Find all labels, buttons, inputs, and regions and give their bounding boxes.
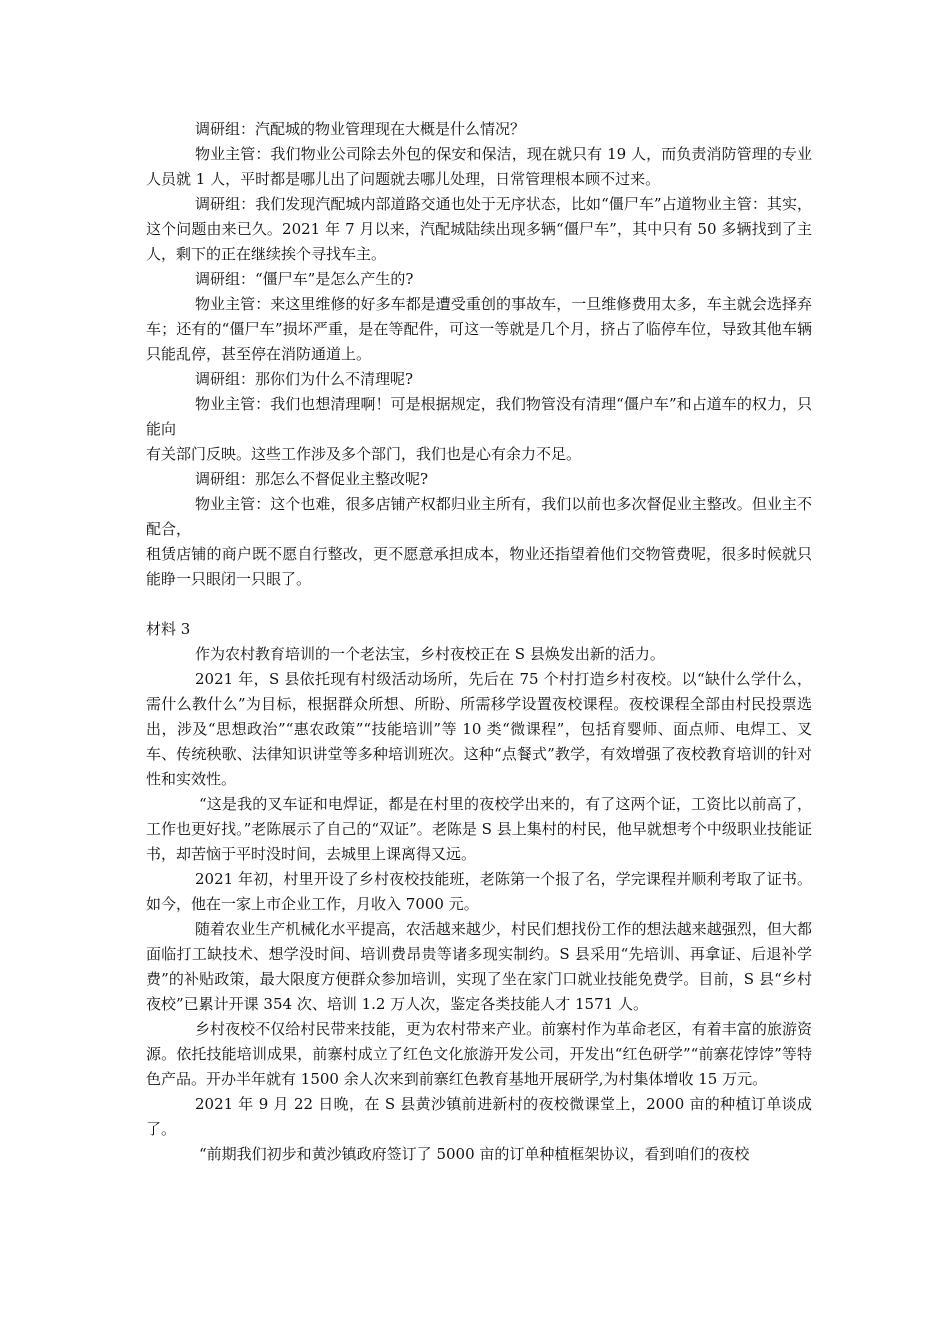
paragraph: 调研组：那你们为什么不清理呢? <box>195 370 414 388</box>
paragraph: 2021 年初，村里开设了乡村夜校技能班，老陈第一个报了名，学完课程并顺利考取了证书。如今，他在一家上市企业工作，月收入 7000 元。 <box>146 870 812 913</box>
paragraph: 物业主管：我们物业公司除去外包的保安和保洁，现在就只有 19 人，而负责消防管理的专业人员就 1 人，平时都是哪儿出了问题就去哪儿处理，日常管理根本顾不过来。 <box>146 145 812 188</box>
paragraph: 调研组：“僵尸车”是怎么产生的? <box>195 270 414 288</box>
paragraph: 物业主管：这个也难，很多店铺产权都归业主所有，我们以前也多次督促业主整改。但业主不配合， <box>146 495 812 538</box>
material-title: 材料 3 <box>146 620 191 638</box>
paragraph: “前期我们初步和黄沙镇政府签订了 5000 亩的订单种植框架协议，看到咱们的夜校 <box>199 1145 750 1163</box>
paragraph: 调研组：那怎么不督促业主整改呢? <box>195 470 429 488</box>
paragraph: “这是我的叉车证和电焊证，都是在村里的夜校学出来的，有了这两个证，工资比以前高了，工作也更好找。”老陈展示了自己的“双证”。老陈是 S 县上集村的村民，他早就想考个中级职业技能证书，却苦恼于平时没时间，去城里上课离得又远。 <box>146 795 812 863</box>
document-page <box>146 117 812 1167</box>
paragraph: 随着农业生产机械化水平提高，农活越来越少，村民们想找份工作的想法越来越强烈，但大都面临打工缺技术、想学没时间、培训费昂贵等诸多现实制约。S 县采用“先培训、再拿证、后退补学费”的补贴政策，最大限度方便群众参加培训，实现了坐在家门口就业技能免费学。目前，S 县“乡村夜校”已累计开课 354 次、培训 1.2 万人次，鉴定各类技能人才 1571 人。 <box>146 920 812 1013</box>
paragraph: 乡村夜校不仅给村民带来技能，更为农村带来产业。前寨村作为革命老区，有着丰富的旅游资源。依托技能培训成果，前寨村成立了红色文化旅游开发公司，开发出“红色研学”“前寨花饽饽”等特色产品。开办半年就有 1500 余人次来到前寨红色教育基地开展研学,为村集体增收 15 万元。 <box>146 1020 812 1088</box>
paragraph: 物业主管：来这里维修的好多车都是遭受重创的事故车，一旦维修费用太多，车主就会选择弃车；还有的“僵尸车”损坏严重，是在等配件，可这一等就是几个月，挤占了临停车位，导致其他车辆只能乱停，甚至停在消防通道上。 <box>146 295 812 363</box>
paragraph: 物业主管：我们也想清理啊！可是根据规定，我们物管没有清理“僵户车”和占道车的权力，只能向 <box>146 395 812 438</box>
paragraph: 有关部门反映。这些工作涉及多个部门，我们也是心有余力不足。 <box>146 445 582 463</box>
paragraph: 调研组：我们发现汽配城内部道路交通也处于无序状态，比如“僵尸车”占道物业主管：其实，这个问题由来已久。2021 年 7 月以来，汽配城陆续出现多辆“僵尸车”，其中只有 50 多辆找到了主人，剩下的正在继续挨个寻找车主。 <box>146 195 812 263</box>
paragraph: 作为农村教育培训的一个老法宝，乡村夜校正在 S 县焕发出新的活力。 <box>195 645 665 663</box>
paragraph: 2021 年 9 月 22 日晚，在 S 县黄沙镇前进新村的夜校微课堂上，2000 亩的种植订单谈成了。 <box>146 1095 812 1138</box>
paragraph: 调研组：汽配城的物业管理现在大概是什么情况？ <box>195 120 526 138</box>
paragraph-gap <box>146 592 812 617</box>
paragraph: 租赁店铺的商户既不愿自行整改，更不愿意承担成本，物业还指望着他们交物管费呢，很多时候就只能睁一只眼闭一只眼了。 <box>146 545 812 588</box>
paragraph: 2021 年，S 县依托现有村级活动场所，先后在 75 个村打造乡村夜校。以“缺什么学什么，需什么教什么”为目标，根据群众所想、所盼、所需移学设置夜校课程。夜校课程全部由村民投票选出，涉及“思想政治”“惠农政策”“技能培训”等 10 类“微课程”，包括育婴师、面点师、电焊工、叉车、传统秧歌、法律知识讲堂等多种培训班次。这种“点餐式”教学，有效增强了夜校教育培训的针对性和实效性。 <box>146 670 812 788</box>
